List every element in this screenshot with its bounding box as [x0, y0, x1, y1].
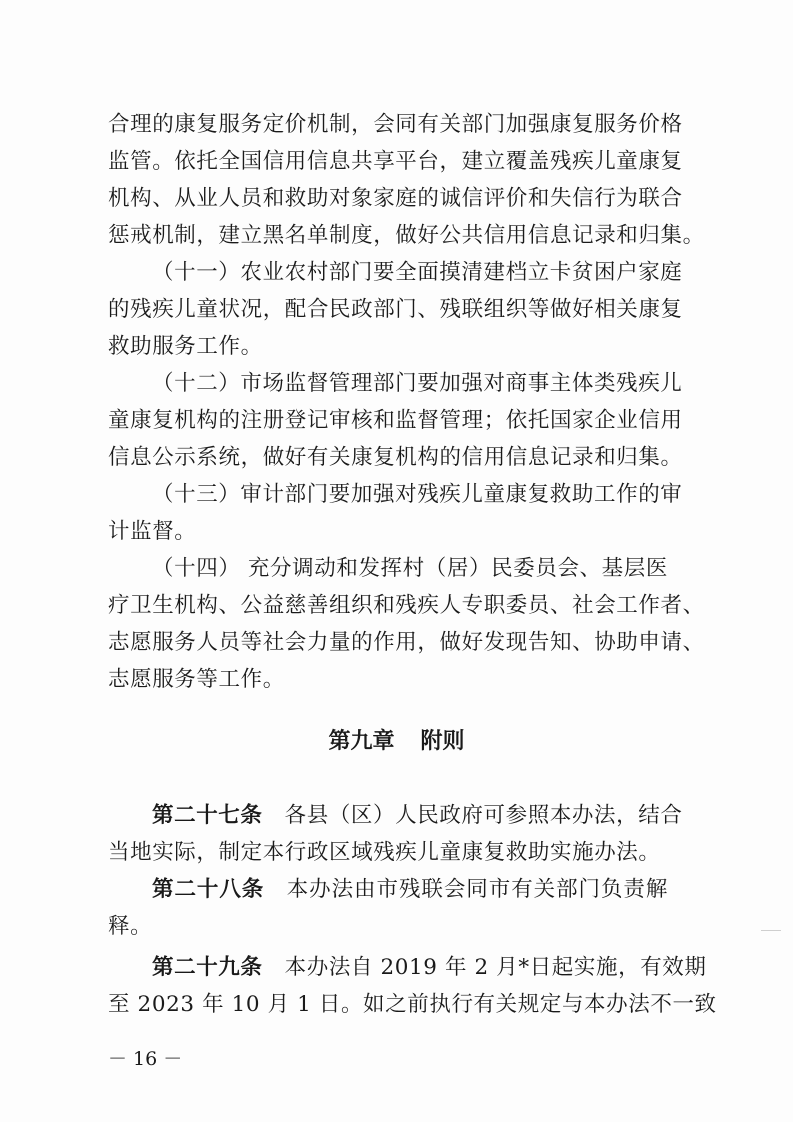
text-line: 童康复机构的注册登记审核和监督管理；依托国家企业信用: [108, 408, 683, 433]
text-line: 的残疾儿童状况，配合民政部门、残联组织等做好相关康复: [108, 297, 683, 322]
chapter-title: 附则: [420, 729, 465, 754]
text-line: 合理的康复服务定价机制，会同有关部门加强康复服务价格: [108, 112, 683, 137]
text-line: 救助服务工作。: [108, 334, 263, 359]
text-line: 志愿服务人员等社会力量的作用，做好发现告知、协助申请、: [108, 630, 705, 655]
article-text: 各县（区）人民政府可参照本办法，结合: [284, 803, 683, 828]
text-line: 机构、从业人员和救助对象家庭的诚信评价和失信行为联合: [108, 186, 683, 211]
text-line: 惩戒机制，建立黑名单制度，做好公共信用信息记录和归集。: [108, 223, 705, 248]
text-line: 疗卫生机构、公益慈善组织和残疾人专职委员、社会工作者、: [108, 593, 705, 618]
article-text: 本办法自 2019 年 2 月*日起实施，有效期: [284, 955, 707, 980]
text-line: 释。: [108, 914, 153, 939]
scan-artifact: [761, 930, 781, 931]
text-line: 监管。依托全国信用信息共享平台，建立覆盖残疾儿童康复: [108, 149, 683, 174]
article-label: 第二十七条: [152, 803, 263, 828]
text-line: （十三）审计部门要加强对残疾儿童康复救助工作的审: [152, 482, 683, 507]
page-number: － 16 －: [108, 1048, 183, 1070]
article-text: 本办法由市残联会同市有关部门负责解: [286, 877, 668, 902]
text-line: 志愿服务等工作。: [108, 667, 285, 692]
text-line: 信息公示系统，做好有关康复机构的信用信息记录和归集。: [108, 445, 683, 470]
article-first-line: [152, 801, 683, 831]
text-line: （十二）市场监督管理部门要加强对商事主体类残疾儿: [152, 371, 683, 396]
article-label: 第二十九条: [152, 955, 263, 980]
chapter-number: 第九章: [328, 729, 395, 754]
text-line: （十一）农业农村部门要全面摸清建档立卡贫困户家庭: [152, 260, 683, 285]
article-label: 第二十八条: [152, 877, 265, 902]
text-line: 至 2023 年 10 月 1 日。如之前执行有关规定与本办法不一致: [108, 992, 717, 1017]
article-first-line: [152, 875, 668, 905]
text-line: （十四） 充分调动和发挥村（居）民委员会、基层医: [152, 556, 668, 581]
text-line: 计监督。: [108, 519, 197, 544]
chapter-heading: [0, 727, 793, 757]
text-line: 当地实际，制定本行政区域残疾儿童康复救助实施办法。: [108, 840, 661, 865]
article-first-line: [152, 953, 707, 983]
